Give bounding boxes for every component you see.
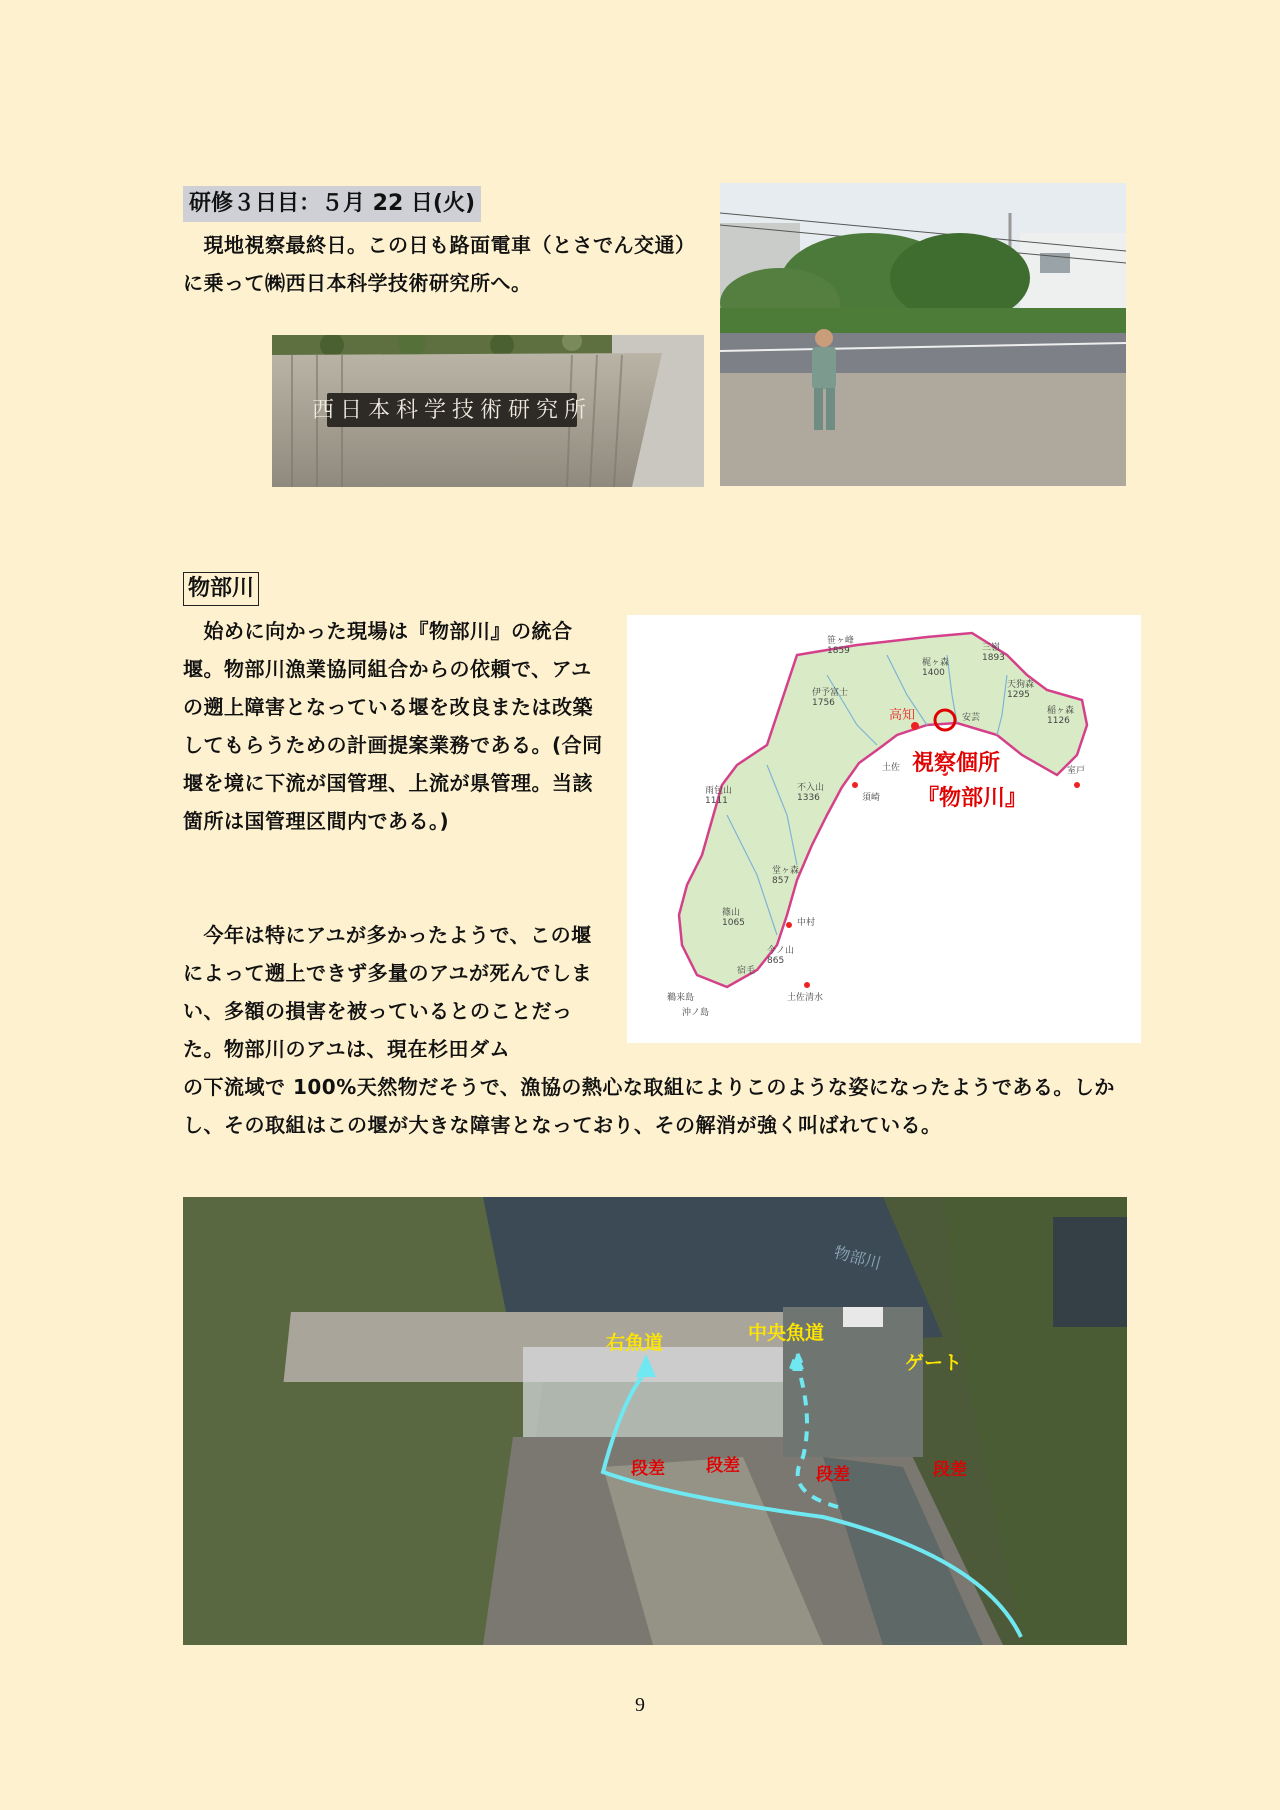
label-step-4: 段差 [933,1460,967,1480]
map-label-10: 篠山 1065 [722,908,745,928]
map-label-15: 鵜来島 [667,993,695,1003]
map-label-14: 土佐清水 [787,993,824,1003]
map-label-4: 天狗森 1295 [1007,680,1035,700]
map-label-2: 三嶺 1893 [982,643,1005,663]
label-step-1: 段差 [631,1459,665,1479]
page-number: 9 [635,1694,645,1716]
map-label-6: 雨包山 1111 [705,786,733,806]
map-callout-river: 『物部川』 [917,786,1028,811]
photo-institute-sign [272,335,704,487]
map-label-0: 笹ヶ峰 1859 [827,636,855,656]
label-step-3: 段差 [816,1465,850,1485]
label-step-2: 段差 [706,1456,740,1476]
map-label-17: 土佐 [882,763,901,773]
map-city-kochi: 高知 [889,708,916,723]
section-heading-monobe: 物部川 [183,572,259,606]
map-label-16: 沖ノ島 [682,1008,710,1018]
label-right-fishway: 右魚道 [606,1332,664,1354]
map-label-11: 今ノ山 865 [767,946,795,966]
photo-person-at-institute [720,183,1126,486]
map-label-3: 伊予富士 1756 [812,688,849,708]
monobe-paragraph-1: 始めに向かった現場は『物部川』の統合堰。物部川漁業協同組合からの依頼で、アユの遡上障害となっている堰を改良または改築してもらうための計画提案業務である。(合同堰を境に下流が国管理、上流が県管理。当該箇所は国管理区間内である。) [183,619,603,833]
map-label-13: 宿毛 [737,966,756,976]
monobe-paragraph-3: の下流域で 100%天然物だそうで、漁協の熱心な取組によりこのような姿になったようである。しかし、その取組はこの堰が大きな障害となっており、その解消が強く叫ばれている。 [183,1075,1115,1137]
map-label-18: 須崎 [862,793,881,803]
map-label-5: 稲ヶ森 1126 [1047,706,1075,726]
map-callout-site: 視察個所 [912,751,1001,776]
map-label-8: 室戸 [1067,766,1086,776]
map-label-12: 中村 [797,918,816,928]
map-kochi [627,615,1141,1043]
label-gate: ゲート [905,1352,963,1374]
map-label-7: 不入山 1336 [797,783,825,803]
section-heading-day3: 研修３日目：５月 22 日(火) [183,186,481,222]
map-label-1: 梶ヶ森 1400 [922,658,950,678]
day3-paragraph: 現地視察最終日。この日も路面電車（とさでん交通）に乗って㈱西日本科学技術研究所へ。 [183,233,696,295]
aerial-river-label: 物部川 [831,1242,884,1274]
map-label-19: 安芸 [962,713,981,723]
sign-text: 西日本科学技術研究所 [311,398,593,423]
map-label-9: 堂ヶ森 857 [772,866,800,886]
aerial-photo-weir [183,1197,1127,1645]
monobe-paragraph-2: 今年は特にアユが多かったようで、この堰によって遡上できず多量のアユが死んでしまい、多額の損害を被っているとのことだった。物部川のアユは、現在杉田ダム [183,923,592,1061]
label-center-fishway: 中央魚道 [748,1322,825,1344]
